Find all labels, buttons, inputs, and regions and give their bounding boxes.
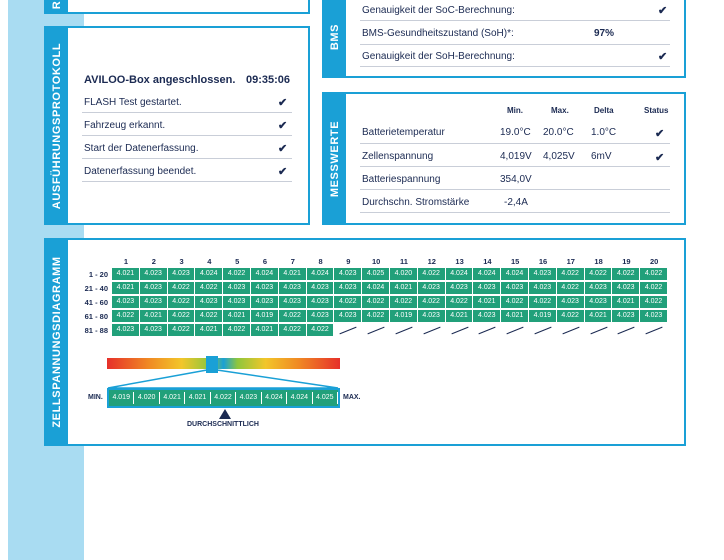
protokoll-title: AVILOO-Box angeschlossen.	[84, 74, 236, 86]
cell-voltage: 4.023	[557, 296, 585, 308]
cell-voltage: 4.023	[112, 296, 140, 308]
cell-voltage: 4.023	[334, 268, 362, 280]
cell-voltage: 4.022	[585, 268, 613, 280]
scale-value: 4.025	[313, 392, 338, 404]
divider	[360, 143, 670, 144]
cell-voltage: 4.022	[640, 268, 668, 280]
protokoll-item: Fahrzeug erkannt.	[84, 120, 166, 131]
cell-voltage: 4.022	[195, 282, 223, 294]
messwerte-tab-label: MESSWERTE	[329, 120, 341, 197]
mw-delta: 1.0°C	[591, 127, 617, 138]
scale-value: 4.024	[262, 392, 287, 404]
cell-voltage: 4.023	[140, 282, 168, 294]
top-left-tab-label: R	[51, 0, 63, 10]
cell-voltage: 4.022	[446, 296, 474, 308]
protokoll-time: 09:35:06	[246, 74, 291, 86]
header-max: Max.	[551, 106, 569, 115]
cell-voltage: 4.022	[168, 310, 196, 322]
divider	[360, 66, 670, 67]
mw-label: Zellenspannung	[362, 151, 434, 162]
check-icon: ✔	[658, 5, 668, 17]
cell-voltage: 4.023	[640, 310, 668, 322]
scale-bar	[107, 388, 340, 408]
cell-voltage: 4.022	[334, 296, 362, 308]
column-number: 14	[483, 257, 492, 266]
cell-voltage: 4.022	[307, 324, 335, 336]
cell-voltage: 4.021	[223, 310, 251, 322]
cell-voltage: 4.023	[223, 282, 251, 294]
check-icon: ✔	[278, 97, 288, 109]
cell-voltage: 4.022	[223, 268, 251, 280]
column-number: 20	[650, 257, 659, 266]
row-label: 41 - 60	[84, 298, 108, 307]
cell-voltage: 4.023	[307, 296, 335, 308]
cell-voltage: 4.023	[529, 268, 557, 280]
column-number: 10	[372, 257, 381, 266]
divider	[360, 212, 670, 213]
divider	[360, 166, 670, 167]
cell-voltage: 4.021	[446, 310, 474, 322]
empty-cell-slash	[451, 327, 468, 335]
cell-voltage: 4.022	[279, 324, 307, 336]
cell-voltage: 4.023	[612, 282, 640, 294]
column-number: 5	[235, 257, 240, 266]
column-number: 15	[511, 257, 520, 266]
cell-voltage: 4.022	[168, 324, 196, 336]
check-icon: ✔	[278, 120, 288, 132]
cell-voltage: 4.024	[501, 268, 529, 280]
row-label: 81 - 88	[84, 326, 108, 335]
header-status: Status	[644, 106, 669, 115]
column-number: 8	[318, 257, 323, 266]
header-min: Min.	[507, 106, 523, 115]
bms-card	[322, 0, 686, 78]
cell-voltage: 4.022	[418, 296, 446, 308]
cell-voltage: 4.023	[334, 282, 362, 294]
cell-voltage: 4.021	[251, 324, 279, 336]
protokoll-item: Start der Datenerfassung.	[84, 143, 199, 154]
row-label: 21 - 40	[84, 284, 108, 293]
empty-cell-slash	[423, 327, 440, 335]
column-number: 11	[400, 257, 408, 266]
cell-voltage: 4.022	[223, 324, 251, 336]
scale-value: 4.023	[236, 392, 261, 404]
scale-min-label: MIN.	[88, 394, 103, 401]
cell-voltage: 4.022	[640, 296, 668, 308]
cell-voltage: 4.023	[418, 310, 446, 322]
mw-delta: 6mV	[591, 151, 612, 162]
divider	[360, 20, 670, 21]
empty-cell-slash	[646, 327, 663, 335]
left-margin	[0, 0, 8, 560]
cell-voltage: 4.022	[390, 296, 418, 308]
protokoll-card	[44, 26, 310, 225]
cell-voltage: 4.021	[585, 310, 613, 322]
protokoll-item: FLASH Test gestartet.	[84, 97, 182, 108]
cell-voltage: 4.022	[557, 268, 585, 280]
check-icon: ✔	[278, 166, 288, 178]
mw-min: 19.0°C	[500, 127, 531, 138]
mw-label: Batteriespannung	[362, 174, 441, 185]
check-icon: ✔	[655, 128, 665, 140]
column-number: 2	[151, 257, 156, 266]
cell-voltage: 4.023	[307, 282, 335, 294]
check-icon: ✔	[278, 143, 288, 155]
cell-voltage: 4.023	[446, 282, 474, 294]
cell-voltage: 4.022	[529, 296, 557, 308]
empty-cell-slash	[562, 327, 579, 335]
empty-cell-slash	[395, 327, 412, 335]
cell-voltage: 4.021	[612, 296, 640, 308]
check-icon: ✔	[655, 152, 665, 164]
cell-voltage: 4.023	[307, 310, 335, 322]
cell-voltage: 4.022	[557, 310, 585, 322]
cell-voltage: 4.023	[585, 296, 613, 308]
empty-cell-slash	[534, 327, 551, 335]
cell-voltage: 4.022	[418, 268, 446, 280]
top-left-card	[44, 0, 310, 14]
cell-voltage: 4.021	[501, 310, 529, 322]
scale-value: 4.021	[160, 392, 185, 404]
cell-voltage: 4.024	[307, 268, 335, 280]
cell-voltage: 4.023	[279, 282, 307, 294]
cell-voltage: 4.022	[168, 296, 196, 308]
column-number: 12	[427, 257, 436, 266]
cell-voltage: 4.022	[557, 282, 585, 294]
divider	[82, 112, 292, 113]
bms-row-soh-value: 97%	[594, 28, 615, 39]
scale-value: 4.022	[211, 392, 236, 404]
empty-cell-slash	[618, 327, 635, 335]
column-number: 4	[207, 257, 212, 266]
zoom-connector	[104, 368, 344, 390]
cell-voltage: 4.019	[529, 310, 557, 322]
scale-value: 4.024	[287, 392, 312, 404]
column-number: 9	[346, 257, 351, 266]
cell-voltage: 4.022	[168, 282, 196, 294]
header-delta: Delta	[594, 106, 614, 115]
divider	[82, 158, 292, 159]
cell-voltage: 4.024	[251, 268, 279, 280]
cell-voltage: 4.021	[390, 282, 418, 294]
average-label: DURCHSCHNITTLICH	[187, 421, 259, 428]
mw-min: 4,019V	[500, 151, 532, 162]
cell-voltage: 4.021	[112, 282, 140, 294]
column-number: 3	[179, 257, 184, 266]
cell-voltage: 4.023	[473, 310, 501, 322]
cell-voltage: 4.021	[112, 268, 140, 280]
column-number: 13	[455, 257, 464, 266]
empty-cell-slash	[479, 327, 496, 335]
cell-voltage: 4.022	[362, 310, 390, 322]
cell-voltage: 4.021	[195, 324, 223, 336]
scale-max-label: MAX.	[343, 394, 361, 401]
cell-voltage: 4.023	[585, 282, 613, 294]
divider	[360, 189, 670, 190]
cell-voltage: 4.022	[279, 310, 307, 322]
cell-voltage: 4.023	[168, 268, 196, 280]
scale-value: 4.019	[109, 392, 134, 404]
cell-voltage: 4.023	[140, 324, 168, 336]
zellspannung-card	[44, 238, 686, 446]
cell-voltage: 4.023	[334, 310, 362, 322]
cell-voltage: 4.024	[446, 268, 474, 280]
cell-voltage: 4.023	[195, 296, 223, 308]
cell-voltage: 4.024	[473, 268, 501, 280]
bms-row-soh-acc-label: Genauigkeit der SoH-Berechnung:	[362, 51, 515, 62]
cell-voltage: 4.022	[362, 296, 390, 308]
zell-tab-label: ZELLSPANNUNGSDIAGRAMM	[51, 256, 63, 428]
cell-voltage: 4.024	[195, 268, 223, 280]
column-number: 17	[566, 257, 575, 266]
column-number: 7	[290, 257, 295, 266]
cell-voltage: 4.023	[223, 296, 251, 308]
check-icon: ✔	[658, 51, 668, 63]
empty-cell-slash	[340, 327, 357, 335]
protokoll-item: Datenerfassung beendet.	[84, 166, 197, 177]
cell-voltage: 4.019	[251, 310, 279, 322]
cell-voltage: 4.022	[501, 296, 529, 308]
divider	[82, 135, 292, 136]
cell-voltage: 4.019	[390, 310, 418, 322]
cell-voltage: 4.022	[612, 268, 640, 280]
empty-cell-slash	[507, 327, 524, 335]
cell-voltage: 4.023	[140, 296, 168, 308]
average-marker-icon	[219, 409, 231, 419]
cell-voltage: 4.022	[112, 310, 140, 322]
empty-cell-slash	[368, 327, 385, 335]
empty-cell-slash	[590, 327, 607, 335]
cell-voltage: 4.024	[362, 282, 390, 294]
cell-voltage: 4.023	[112, 324, 140, 336]
divider	[360, 44, 670, 45]
messwerte-card	[322, 92, 686, 225]
cell-voltage: 4.023	[279, 296, 307, 308]
cell-voltage: 4.023	[140, 268, 168, 280]
mw-label: Durchschn. Stromstärke	[362, 197, 470, 208]
row-label: 61 - 80	[84, 312, 108, 321]
cell-voltage: 4.023	[473, 282, 501, 294]
scale-value: 4.020	[134, 392, 159, 404]
bms-row-soh-label: BMS-Gesundheitszustand (SoH)*:	[362, 28, 514, 39]
column-number: 19	[622, 257, 631, 266]
cell-voltage: 4.021	[279, 268, 307, 280]
row-label: 1 - 20	[88, 270, 108, 279]
cell-voltage: 4.023	[251, 296, 279, 308]
cell-voltage: 4.020	[390, 268, 418, 280]
mw-max: 20.0°C	[543, 127, 574, 138]
cell-voltage: 4.025	[362, 268, 390, 280]
cell-voltage: 4.021	[473, 296, 501, 308]
cell-voltage: 4.023	[418, 282, 446, 294]
cell-voltage: 4.022	[640, 282, 668, 294]
cell-voltage: 4.022	[195, 310, 223, 322]
column-number: 6	[262, 257, 268, 266]
scale-value: 4.021	[185, 392, 210, 404]
divider	[82, 181, 292, 182]
cell-voltage: 4.023	[529, 282, 557, 294]
mw-min: -2,4A	[504, 197, 528, 208]
mw-label: Batterietemperatur	[362, 127, 445, 138]
bms-tab-label: BMS	[329, 23, 341, 51]
cell-voltage: 4.023	[251, 282, 279, 294]
cell-voltage: 4.021	[140, 310, 168, 322]
cell-voltage: 4.023	[612, 310, 640, 322]
cell-voltage: 4.023	[501, 282, 529, 294]
mw-max: 4,025V	[543, 151, 575, 162]
column-number: 1	[123, 257, 129, 266]
column-number: 18	[594, 257, 603, 266]
protokoll-tab-label: AUSFÜHRUNGSPROTOKOLL	[51, 42, 63, 209]
column-number: 16	[538, 257, 548, 266]
mw-min: 354,0V	[500, 174, 532, 185]
bms-row-soc-label: Genauigkeit der SoC-Berechnung:	[362, 5, 515, 16]
